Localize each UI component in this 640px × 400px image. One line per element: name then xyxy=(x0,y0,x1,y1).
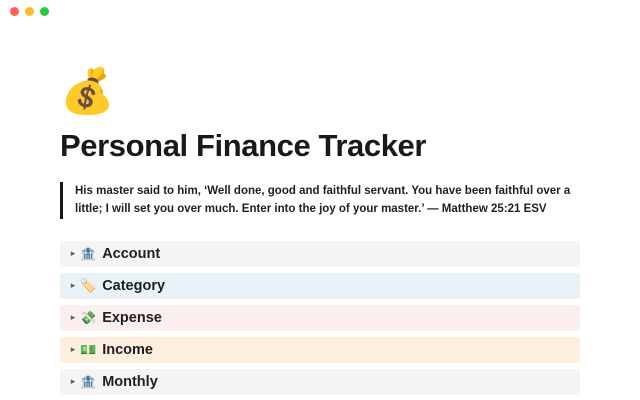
toggle-label-income: Income xyxy=(102,341,153,358)
toggle-block-expense[interactable] xyxy=(60,305,580,331)
minimize-window-button[interactable] xyxy=(25,7,34,16)
dollar-banknote-icon: 💵 xyxy=(80,342,97,358)
page-icon-money-bag[interactable]: 💰 xyxy=(60,67,115,116)
bank-icon: 🏦 xyxy=(80,374,97,390)
toggle-block-account[interactable] xyxy=(60,241,580,267)
toggle-block-monthly[interactable] xyxy=(60,369,580,395)
chevron-right-icon[interactable]: ▸ xyxy=(70,280,76,291)
toggle-block-income[interactable] xyxy=(60,337,580,363)
maximize-window-button[interactable] xyxy=(40,7,49,16)
quote-text: His master said to him, ‘Well done, good and faithful servant. You have been faithful over a little; I will set you over much. Enter into the joy of your master.’ — Matthew 25:21 ESV xyxy=(75,184,571,216)
page-content xyxy=(0,67,640,395)
quote-block xyxy=(60,182,575,219)
toggle-list xyxy=(60,241,580,395)
chevron-right-icon[interactable]: ▸ xyxy=(70,312,76,323)
toggle-block-category[interactable] xyxy=(60,273,580,299)
chevron-right-icon[interactable]: ▸ xyxy=(70,344,76,355)
toggle-label-monthly: Monthly xyxy=(102,373,158,390)
money-with-wings-icon: 💸 xyxy=(80,310,97,326)
tag-icon: 🏷️ xyxy=(80,278,97,294)
toggle-label-account: Account xyxy=(102,245,161,262)
chevron-right-icon[interactable]: ▸ xyxy=(70,376,76,387)
window-titlebar xyxy=(0,0,640,22)
bank-icon: 🏦 xyxy=(80,246,97,262)
chevron-right-icon[interactable]: ▸ xyxy=(70,248,76,259)
close-window-button[interactable] xyxy=(10,7,19,16)
toggle-label-expense: Expense xyxy=(102,309,162,326)
window-controls xyxy=(10,7,49,16)
toggle-label-category: Category xyxy=(102,277,166,294)
page-title: Personal Finance Tracker xyxy=(60,128,427,163)
